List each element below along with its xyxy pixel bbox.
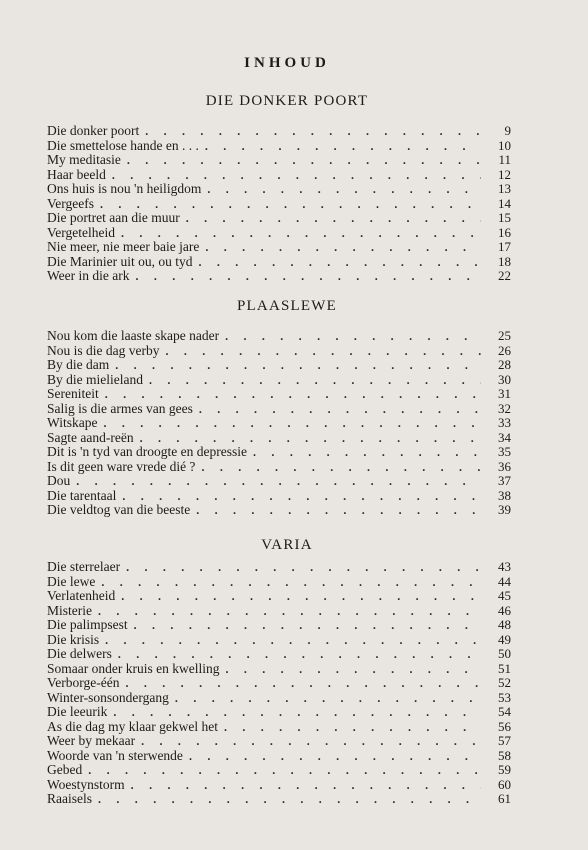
toc-entry bbox=[47, 373, 511, 388]
dot-leader bbox=[103, 416, 481, 431]
dot-leader bbox=[253, 445, 481, 460]
dot-leader bbox=[205, 139, 481, 154]
dot-leader bbox=[118, 647, 481, 662]
dot-leader bbox=[131, 778, 481, 793]
toc-entry bbox=[47, 387, 511, 402]
dot-leader bbox=[121, 589, 481, 604]
toc-entry bbox=[47, 720, 511, 735]
toc-entry bbox=[47, 139, 511, 154]
toc-entry-page-number: 44 bbox=[498, 573, 511, 589]
dot-leader bbox=[175, 691, 481, 706]
toc-entry-page-number: 46 bbox=[498, 602, 511, 618]
toc-entry-title: Nou kom die laaste skape nader bbox=[47, 328, 220, 343]
toc-entry-title: Die palimpsest bbox=[47, 617, 128, 632]
toc-entry-page-number: 54 bbox=[498, 704, 511, 719]
toc-entry-page-number: 56 bbox=[498, 718, 511, 734]
toc-entry-page-number: 11 bbox=[498, 152, 511, 167]
toc-entry bbox=[47, 329, 511, 344]
section-heading: VARIA bbox=[261, 537, 313, 553]
toc-entry-title: Die smettelose hande en . . . bbox=[47, 137, 199, 153]
toc-entry-title: Vergeefs bbox=[47, 195, 94, 211]
toc-entry bbox=[47, 182, 511, 197]
toc-entry-page-number: 28 bbox=[498, 357, 511, 372]
dot-leader bbox=[145, 124, 481, 139]
dot-leader bbox=[76, 474, 481, 489]
toc-entry bbox=[47, 705, 511, 720]
toc-entry-title: Die veldtog van die beeste bbox=[47, 502, 191, 517]
dot-leader bbox=[141, 734, 481, 749]
toc-entry-title: Gebed bbox=[47, 762, 83, 777]
toc-entry-title: Woorde van 'n sterwende bbox=[47, 747, 183, 763]
toc-entry-page-number: 33 bbox=[498, 415, 511, 430]
toc-entry bbox=[47, 197, 511, 212]
toc-entry-page-number: 12 bbox=[498, 166, 511, 182]
dot-leader bbox=[112, 168, 481, 183]
toc-entry-page-number: 15 bbox=[498, 210, 511, 225]
toc-entry bbox=[47, 589, 511, 604]
toc-entry-title: My meditasie bbox=[47, 152, 121, 167]
toc-entry-page-number: 45 bbox=[498, 588, 511, 603]
dot-leader bbox=[127, 153, 481, 168]
toc-entry-page-number: 14 bbox=[498, 195, 511, 211]
dot-leader bbox=[199, 402, 481, 417]
toc-entry-title: Misterie bbox=[47, 602, 92, 618]
toc-entry bbox=[47, 153, 511, 168]
toc-entry-title: Woestynstorm bbox=[47, 776, 125, 792]
toc-entry-page-number: 53 bbox=[498, 689, 511, 705]
toc-entry-title: By die mielieland bbox=[47, 371, 143, 387]
toc-entry bbox=[47, 560, 511, 575]
section-heading: DIE DONKER POORT bbox=[205, 93, 369, 109]
toc-entry bbox=[47, 676, 511, 691]
toc-entry bbox=[47, 431, 511, 446]
dot-leader bbox=[140, 431, 481, 446]
toc-entry-page-number: 18 bbox=[498, 253, 511, 269]
toc-entry-page-number: 58 bbox=[498, 747, 511, 763]
toc-entry bbox=[47, 489, 511, 504]
toc-entry bbox=[47, 633, 511, 648]
toc-entry-page-number: 35 bbox=[498, 444, 511, 459]
toc-entry-page-number: 10 bbox=[498, 137, 511, 153]
toc-section-list bbox=[47, 560, 511, 807]
toc-entry-title: Sereniteit bbox=[47, 386, 99, 401]
toc-entry-page-number: 37 bbox=[498, 473, 511, 488]
toc-entry-title: Vergetelheid bbox=[47, 224, 115, 240]
dot-leader bbox=[98, 604, 481, 619]
dot-leader bbox=[207, 182, 481, 197]
toc-entry-title: Die portret aan die muur bbox=[47, 210, 180, 225]
dot-leader bbox=[225, 329, 481, 344]
toc-entry-page-number: 22 bbox=[498, 268, 511, 283]
toc-entry-page-number: 57 bbox=[498, 733, 511, 748]
toc-entry bbox=[47, 662, 511, 677]
toc-entry-title: Dou bbox=[47, 473, 71, 488]
toc-entry-title: Nie meer, nie meer baie jare bbox=[47, 239, 200, 254]
dot-leader bbox=[121, 226, 481, 241]
toc-entry-page-number: 9 bbox=[504, 123, 511, 138]
toc-entry-title: Die krisis bbox=[47, 631, 100, 647]
toc-entry-title: Weer in die ark bbox=[47, 268, 130, 283]
toc-entry-title: Is dit geen ware vrede dié ? bbox=[47, 458, 196, 474]
toc-entry-page-number: 16 bbox=[498, 224, 511, 240]
toc-entry bbox=[47, 445, 511, 460]
toc-entry-title: Verlatenheid bbox=[47, 588, 116, 603]
toc-entry bbox=[47, 503, 511, 518]
toc-entry bbox=[47, 211, 511, 226]
toc-entry-page-number: 60 bbox=[498, 776, 511, 792]
dot-leader bbox=[88, 763, 481, 778]
dot-leader bbox=[165, 344, 481, 359]
toc-entry-title: Haar beeld bbox=[47, 166, 106, 182]
toc-section-list bbox=[47, 124, 511, 284]
dot-leader bbox=[113, 705, 481, 720]
dot-leader bbox=[98, 792, 481, 807]
toc-entry bbox=[47, 575, 511, 590]
dot-leader bbox=[205, 240, 481, 255]
toc-entry-page-number: 25 bbox=[498, 328, 511, 343]
toc-entry-title: Die delwers bbox=[47, 646, 112, 661]
toc-entry-title: Sagte aand-reën bbox=[47, 429, 134, 445]
toc-entry-page-number: 43 bbox=[498, 559, 511, 574]
toc-entry bbox=[47, 792, 511, 807]
dot-leader bbox=[196, 503, 481, 518]
section-heading: PLAASLEWE bbox=[237, 298, 337, 314]
page-title: INHOUD bbox=[244, 55, 330, 71]
dot-leader bbox=[149, 373, 481, 388]
toc-entry bbox=[47, 691, 511, 706]
toc-entry-title: Die tarentaal bbox=[47, 487, 117, 503]
dot-leader bbox=[134, 618, 481, 633]
toc-entry bbox=[47, 763, 511, 778]
toc-entry-page-number: 13 bbox=[498, 181, 511, 196]
toc-entry-page-number: 17 bbox=[498, 239, 511, 254]
dot-leader bbox=[136, 269, 482, 284]
dot-leader bbox=[101, 575, 481, 590]
toc-entry bbox=[47, 474, 511, 489]
toc-entry bbox=[47, 460, 511, 475]
dot-leader bbox=[105, 633, 481, 648]
toc-entry-title: Somaar onder kruis en kwelling bbox=[47, 660, 220, 676]
toc-entry-page-number: 31 bbox=[498, 386, 511, 401]
toc-entry-page-number: 51 bbox=[498, 660, 511, 676]
toc-entry bbox=[47, 240, 511, 255]
toc-entry-page-number: 48 bbox=[498, 617, 511, 632]
toc-entry-title: Raaisels bbox=[47, 791, 92, 806]
toc-entry-title: Die lewe bbox=[47, 573, 96, 589]
toc-entry-title: Dit is 'n tyd van droogte en depressie bbox=[47, 444, 248, 459]
toc-entry bbox=[47, 226, 511, 241]
toc-entry bbox=[47, 168, 511, 183]
toc-entry bbox=[47, 416, 511, 431]
dot-leader bbox=[105, 387, 481, 402]
dot-leader bbox=[125, 676, 481, 691]
dot-leader bbox=[225, 662, 481, 677]
toc-entry-page-number: 38 bbox=[498, 487, 511, 503]
dot-leader bbox=[126, 560, 481, 575]
dot-leader bbox=[186, 211, 481, 226]
toc-entry-title: Salig is die armes van gees bbox=[47, 400, 193, 416]
toc-entry-page-number: 50 bbox=[498, 646, 511, 661]
toc-entry-title: Die donker poort bbox=[47, 123, 140, 138]
toc-section-list bbox=[47, 329, 511, 518]
toc-entry-page-number: 59 bbox=[498, 762, 511, 777]
toc-entry bbox=[47, 647, 511, 662]
toc-entry-page-number: 61 bbox=[498, 791, 511, 806]
toc-entry-title: Verborge-één bbox=[47, 675, 120, 690]
dot-leader bbox=[100, 197, 481, 212]
toc-entry bbox=[47, 604, 511, 619]
toc-entry-page-number: 39 bbox=[498, 502, 511, 517]
dot-leader bbox=[201, 460, 481, 475]
dot-leader bbox=[115, 358, 481, 373]
toc-entry-page-number: 30 bbox=[498, 371, 511, 387]
dot-leader bbox=[122, 489, 481, 504]
toc-entry bbox=[47, 269, 511, 284]
toc-entry-title: Die Marinier uit ou, ou tyd bbox=[47, 253, 193, 269]
toc-entry-page-number: 36 bbox=[498, 458, 511, 474]
toc-entry-page-number: 32 bbox=[498, 400, 511, 416]
toc-entry-title: Nou is die dag verby bbox=[47, 342, 160, 358]
toc-entry-title: Ons huis is nou 'n heiligdom bbox=[47, 181, 202, 196]
toc-entry-page-number: 34 bbox=[498, 429, 511, 445]
toc-entry bbox=[47, 344, 511, 359]
toc-entry-page-number: 26 bbox=[498, 342, 511, 358]
dot-leader bbox=[189, 749, 481, 764]
toc-entry-page-number: 49 bbox=[498, 631, 511, 647]
toc-entry-title: Witskape bbox=[47, 415, 98, 430]
toc-entry-title: By die dam bbox=[47, 357, 110, 372]
toc-entry-page-number: 52 bbox=[498, 675, 511, 690]
toc-entry bbox=[47, 618, 511, 633]
toc-entry-title: Winter-sonsondergang bbox=[47, 689, 169, 705]
toc-entry bbox=[47, 778, 511, 793]
toc-entry bbox=[47, 734, 511, 749]
toc-entry bbox=[47, 749, 511, 764]
toc-entry bbox=[47, 402, 511, 417]
dot-leader bbox=[224, 720, 481, 735]
toc-entry bbox=[47, 255, 511, 270]
toc-entry-title: Die leeurik bbox=[47, 704, 108, 719]
toc-entry bbox=[47, 124, 511, 139]
toc-entry-title: As die dag my klaar gekwel het bbox=[47, 718, 218, 734]
toc-entry-title: Weer by mekaar bbox=[47, 733, 136, 748]
dot-leader bbox=[198, 255, 481, 270]
toc-entry bbox=[47, 358, 511, 373]
toc-entry-title: Die sterrelaer bbox=[47, 559, 121, 574]
